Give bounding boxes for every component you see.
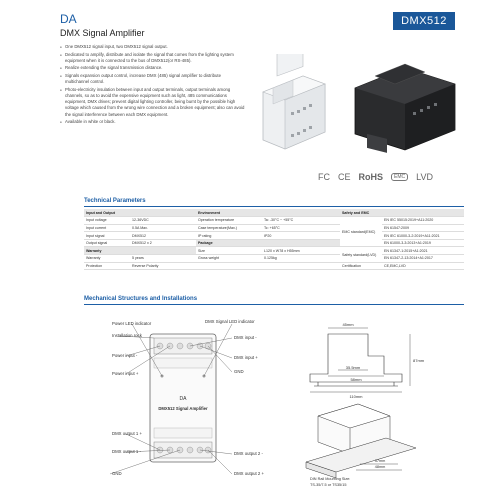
feature-item: ● Signals expansion output control, increase DMX (485) signal amplifier to distribute multichannel control.	[60, 73, 245, 85]
label-installation-rock: Installation rock	[112, 333, 142, 338]
dim-d2: 58mm	[350, 377, 362, 382]
spec-value: 0.5A Max.	[130, 224, 196, 232]
spec-value: IP20	[262, 232, 340, 240]
spec-value: DMX512 x 2	[130, 239, 196, 247]
dimension-drawings	[298, 312, 470, 490]
safety-header: Safety and EMC	[340, 209, 464, 217]
spec-label: EMC standard(EMC)	[340, 217, 382, 247]
spec-label: Input current	[84, 224, 130, 232]
spec-value: Tc: +65°C	[262, 224, 340, 232]
certification-logos	[318, 170, 463, 184]
rohs-logo: RoHS	[358, 172, 384, 182]
spec-value: L120 x W78 x H55mm	[262, 247, 340, 255]
feature-item: ● Dedicated to amplify, distribute and isolate the signal that comes from the lighting system equipment when it is connected to the bus of DMX512(or RS-485).	[60, 52, 245, 64]
white-unit-image	[263, 54, 325, 149]
spec-label: Size	[196, 247, 262, 255]
spec-value: EN 61347-2-13:2014+A1:2017	[382, 255, 464, 263]
spec-label: Safety standard(LVD)	[340, 247, 382, 262]
label-dmx-output2-pos: DMX output 2 +	[234, 471, 264, 476]
feature-item: ● Realize extending the signal transmission distance.	[60, 65, 245, 71]
dim-d5: 48mm	[374, 465, 386, 469]
spec-label: Input signal	[84, 232, 130, 240]
label-dmx-output1-pos: DMX output 1 +	[112, 431, 142, 436]
spec-value: 12-36VDC	[130, 217, 196, 225]
rail-caption-line2: TS-35/7.5 or TS35/15	[310, 483, 347, 487]
fc-logo: FC	[318, 172, 330, 182]
technical-parameters-title: Technical Parameters	[84, 198, 146, 204]
device-model-label: DA	[179, 396, 187, 402]
spec-value: Reverse Polarity	[130, 262, 196, 270]
feature-item: ● One DMX512 signal input, two DMX512 signal output.	[60, 44, 245, 50]
environment-header: Environment	[196, 209, 340, 217]
mechanical-divider	[84, 304, 464, 305]
spec-value: Ta: -30°C ~ +55°C	[262, 217, 340, 225]
rail-mount-drawing	[306, 404, 416, 478]
label-dmx-input-neg: DMX input -	[234, 335, 257, 340]
spec-value: 5 years	[130, 255, 196, 263]
label-power-led: Power LED indicator	[112, 321, 152, 326]
spec-value: CE,EMC,LVD	[382, 262, 464, 270]
label-dmx-signal-led: DMX Signal LED indicator	[205, 319, 255, 324]
dim-top-width: 45mm	[342, 322, 354, 327]
warranty-header: Warranty	[84, 247, 196, 255]
spec-value: 0.125kg	[262, 255, 340, 263]
black-unit-image	[355, 64, 455, 153]
lvd-logo: LVD	[416, 172, 433, 182]
package-header: Package	[196, 239, 340, 247]
spec-label: Protection	[84, 262, 130, 270]
label-dmx-input-pos: DMX input +	[234, 355, 258, 360]
label-power-input-pos: Power input +	[112, 371, 139, 376]
product-model: DA	[60, 12, 77, 26]
spec-label: Operation temperature	[196, 217, 262, 225]
spec-value: EN IEC 61000-3-2:2019+A11:2021	[382, 232, 464, 240]
spec-value: EN IEC 55015:2019+A11:2020	[382, 217, 464, 225]
feature-item: ● Photo-electricity insulation between input and output terminals, output terminals among channels, so as to avoid the expensive equipment such as light, 485 communications equipment, DMX drives; prevent digital lighting controller, being burnt by the possible high voltage which caused from the wrong wire connection and a broken equipment; also can avoid the signal interference between each DMX equipment.	[60, 87, 245, 118]
ce-logo: CE	[338, 172, 351, 182]
device-name-label: DMX512 Signal Amplifier	[158, 406, 208, 411]
product-photos	[255, 54, 460, 154]
mechanical-title: Mechanical Structures and Installations	[84, 296, 198, 302]
label-dmx-output2-neg: DMX output 2 -	[234, 451, 263, 456]
input-output-header: Input and Output	[84, 209, 196, 217]
spec-label: Input voltage	[84, 217, 130, 225]
dim-d4: 37mm	[374, 459, 386, 463]
feature-item: ● Available in white or black.	[60, 119, 245, 125]
spec-value: DMX512	[130, 232, 196, 240]
spec-table	[84, 209, 464, 270]
product-title: DMX Signal Amplifier	[60, 28, 145, 38]
spec-value: EN 61547:2009	[382, 224, 464, 232]
technical-divider	[84, 206, 464, 207]
spec-value: EN 61000-3-3:2013+A1:2019	[382, 239, 464, 247]
dim-d3: 110mm	[349, 394, 363, 399]
label-dmx-output1-neg: DMX output 1 -	[112, 449, 141, 454]
dim-height: 87mm	[413, 358, 425, 363]
dim-d1: 35.5mm	[345, 365, 361, 370]
dmx-badge: DMX512	[393, 12, 455, 30]
label-gnd-left: GND	[112, 471, 122, 476]
wiring-diagram	[84, 312, 284, 490]
label-power-input-neg: Power input -	[112, 353, 138, 358]
feature-list	[60, 44, 245, 127]
spec-label: Certification	[340, 262, 382, 270]
spec-label: Case temperature(Max.)	[196, 224, 262, 232]
spec-label: IP rating	[196, 232, 262, 240]
rail-caption-line1: DIN Rail Mounting Size:	[310, 477, 351, 481]
emc-logo: EMC	[391, 173, 408, 181]
spec-label: Warranty	[84, 255, 130, 263]
label-gnd-right: GND	[234, 369, 244, 374]
spec-value: EN 61347-1:2015+A1:2021	[382, 247, 464, 255]
spec-label: Output signal	[84, 239, 130, 247]
spec-label: Gross weight	[196, 255, 262, 263]
